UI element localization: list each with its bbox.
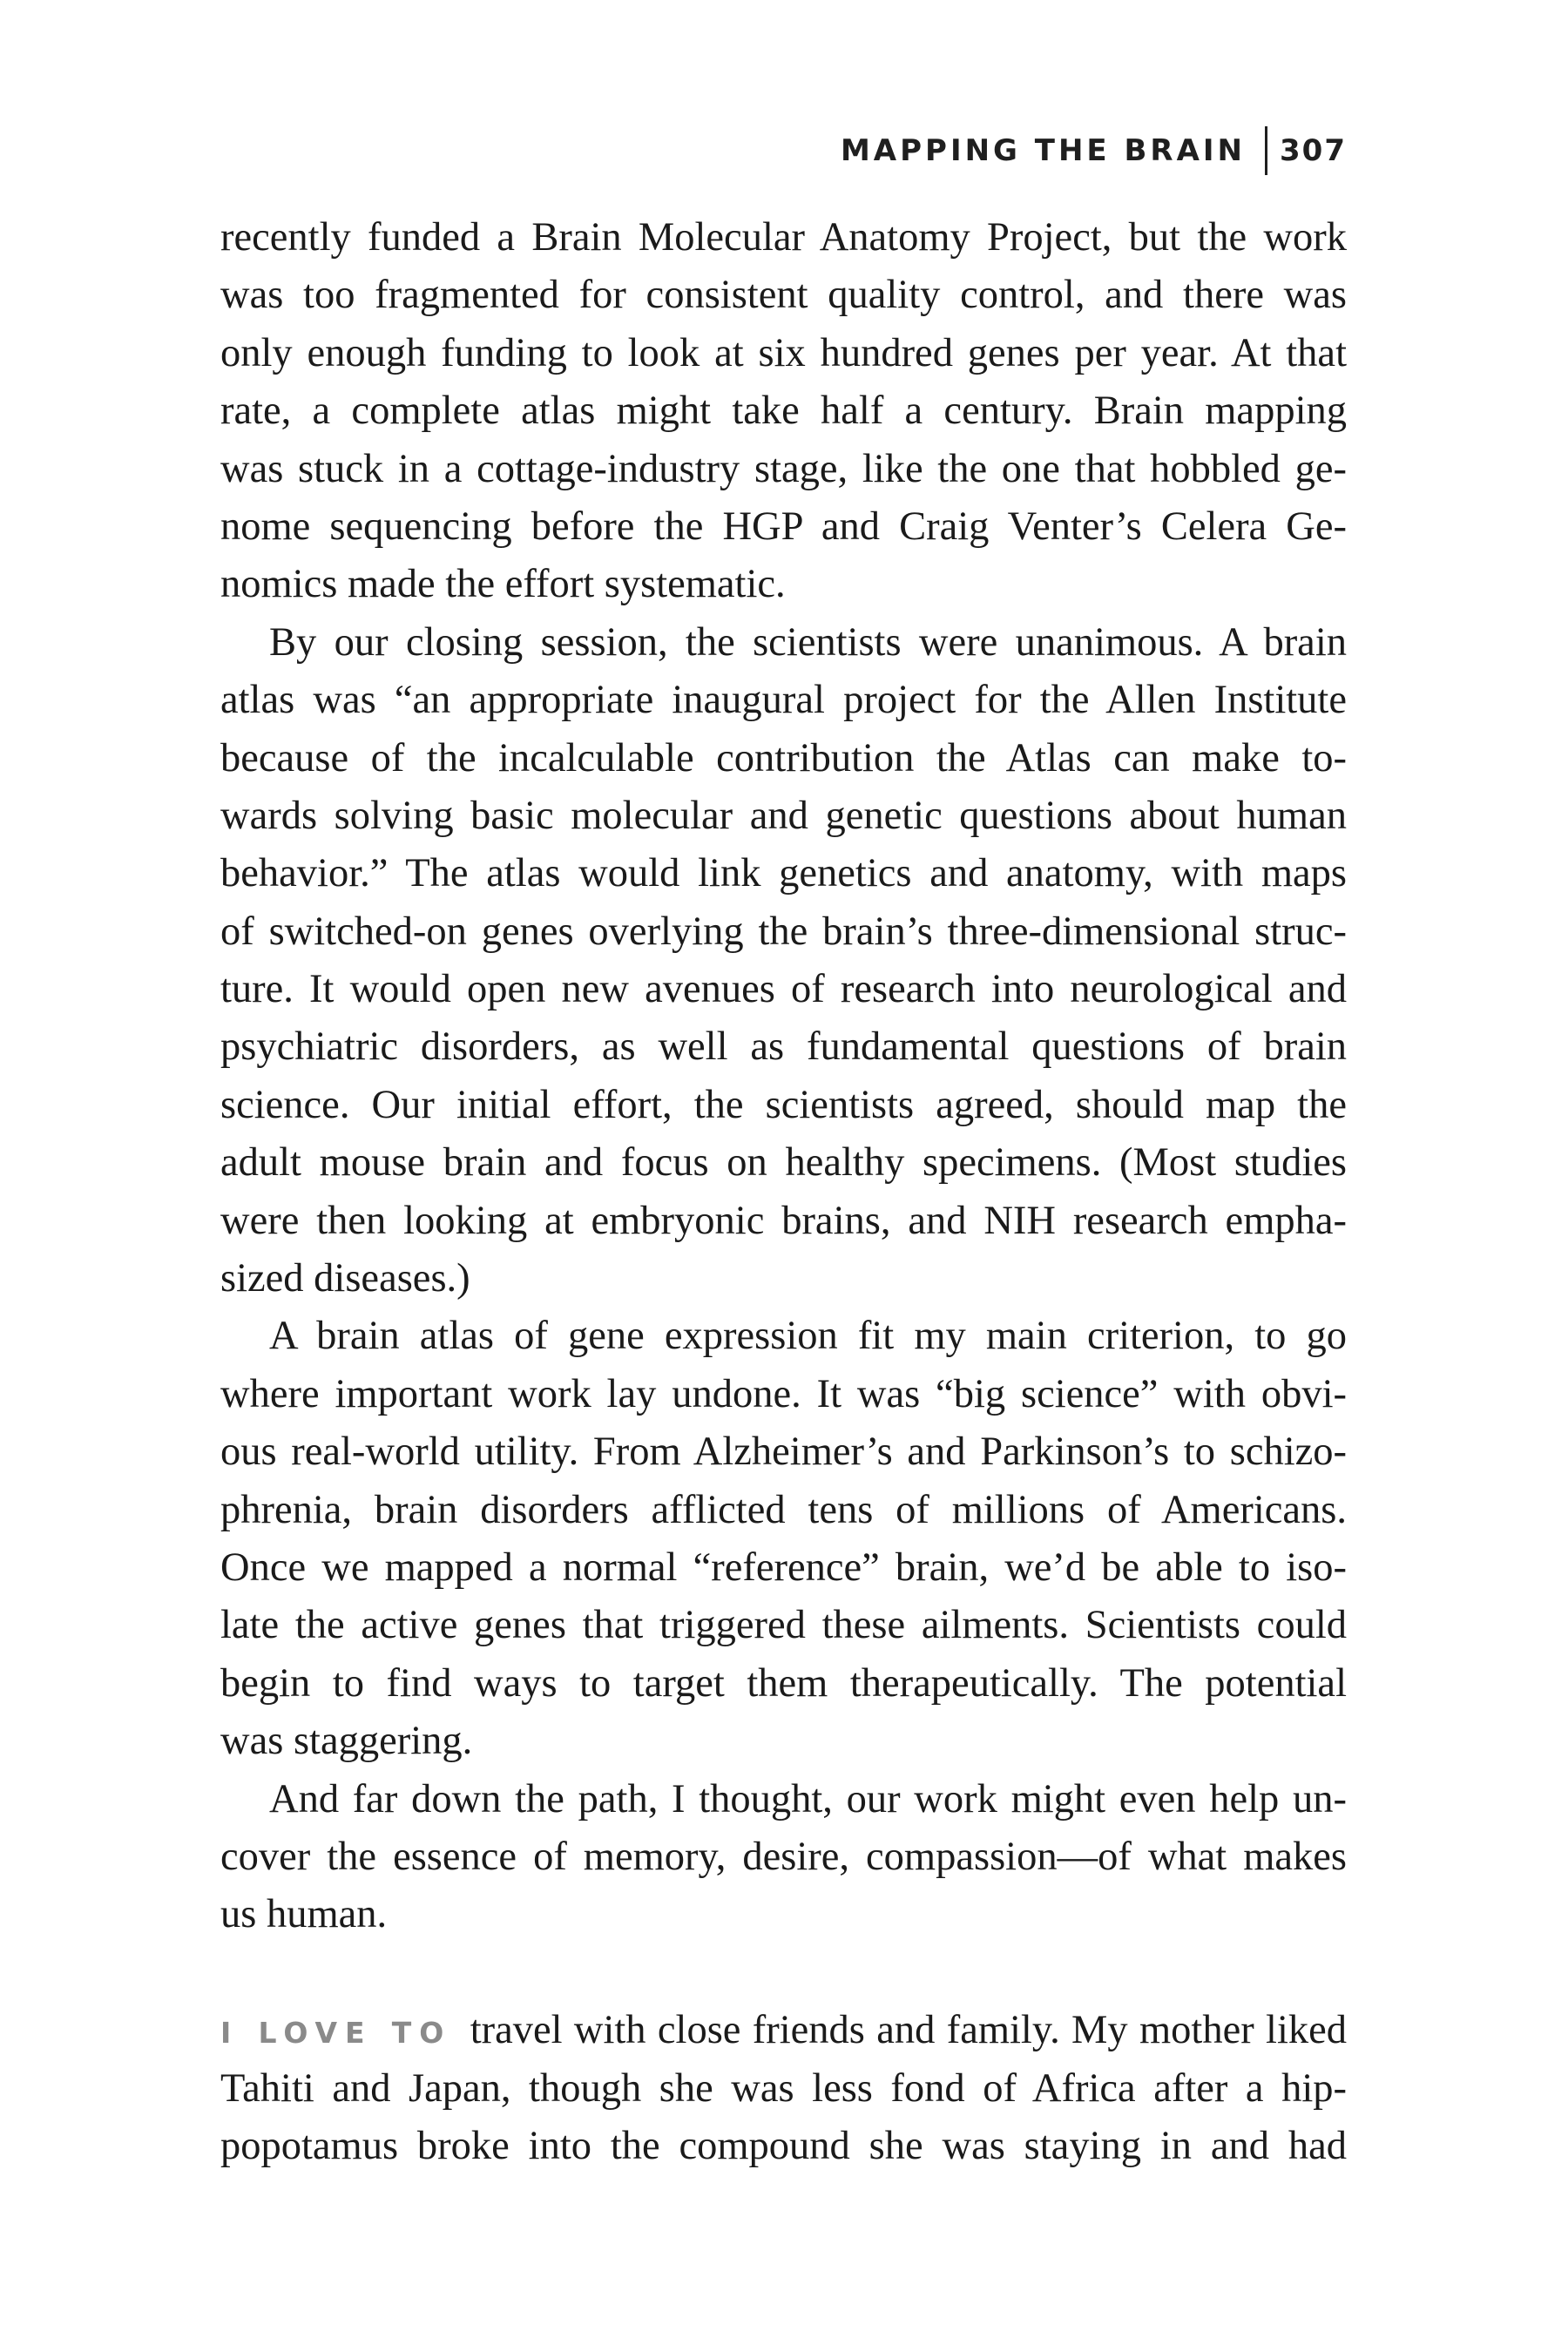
- text-line: ous real-world utility. From Alzheimer’s and Parkinson’s to schizo-: [220, 1429, 1347, 1475]
- running-head-divider: [1265, 126, 1267, 175]
- text-line: ture. It would open new avenues of research into neurological and: [220, 967, 1347, 1012]
- text-line: And far down the path, I thought, our work might even help un-: [269, 1776, 1347, 1821]
- text-line: phrenia, brain disorders afflicted tens of millions of Americans.: [220, 1487, 1347, 1532]
- text-line: nome sequencing before the HGP and Craig Venter’s Celera Ge-: [220, 504, 1347, 549]
- text-line: popotamus broke into the compound she was staying in and had: [220, 2123, 1347, 2168]
- text-line: only enough funding to look at six hundred genes per year. At that: [220, 330, 1347, 375]
- text-line: By our closing session, the scientists were unanimous. A brain: [269, 619, 1347, 665]
- text-line: Once we mapped a normal “reference” brain, we’d be able to iso-: [220, 1544, 1347, 1590]
- text-line: were then looking at embryonic brains, and NIH research empha-: [220, 1198, 1347, 1243]
- text-line: Tahiti and Japan, though she was less fond of Africa after a hip-: [220, 2065, 1347, 2111]
- text-line: nomics made the effort systematic.: [220, 562, 786, 607]
- body-text: [220, 209, 1347, 2175]
- text-line: atlas was “an appropriate inaugural project for the Allen Institute: [220, 678, 1347, 723]
- text-line: wards solving basic molecular and genetic questions about human: [220, 793, 1347, 838]
- text-line: science. Our initial effort, the scientists agreed, should map the: [220, 1082, 1347, 1127]
- text-line: because of the incalculable contribution the Atlas can make to-: [220, 735, 1347, 781]
- section-break: [220, 1944, 1347, 2002]
- text-line: where important work lay undone. It was “big science” with obvi-: [220, 1371, 1347, 1416]
- text-line: adult mouse brain and focus on healthy specimens. (Most studies: [220, 1140, 1347, 1186]
- text-line: A brain atlas of gene expression fit my main criterion, to go: [269, 1314, 1347, 1359]
- text-line: recently funded a Brain Molecular Anatomy Project, but the work: [220, 215, 1347, 260]
- section-lead-in: I LOVE TO: [220, 2016, 452, 2051]
- text-line: behavior.” The atlas would link genetics and anatomy, with maps: [220, 851, 1347, 896]
- running-head: [841, 129, 1347, 172]
- text-line: rate, a complete atlas might take half a century. Brain mapping: [220, 389, 1347, 434]
- text-line: was too fragmented for consistent quality control, and there was: [220, 273, 1347, 318]
- text-line: begin to find ways to target them therapeutically. The potential: [220, 1660, 1347, 1706]
- text-line: sized diseases.): [220, 1256, 470, 1301]
- text-line: was stuck in a cottage-industry stage, like the one that hobbled ge-: [220, 446, 1347, 491]
- text-line: psychiatric disorders, as well as fundamental questions of brain: [220, 1024, 1347, 1070]
- text-line: late the active genes that triggered these ailments. Scientists could: [220, 1603, 1347, 1648]
- page-number: 307: [1280, 133, 1347, 168]
- text-line: us human.: [220, 1892, 388, 1937]
- section-first-line: [220, 2002, 1347, 2059]
- running-head-title: MAPPING THE BRAIN: [840, 133, 1247, 168]
- text-line: cover the essence of memory, desire, compassion—of what makes: [220, 1834, 1347, 1879]
- text-line: was staggering.: [220, 1719, 473, 1764]
- text-line: of switched-on genes overlying the brain’s three-dimensional struc-: [220, 909, 1347, 954]
- section-first-line-text: travel with close friends and family. My mother liked: [470, 2008, 1348, 2053]
